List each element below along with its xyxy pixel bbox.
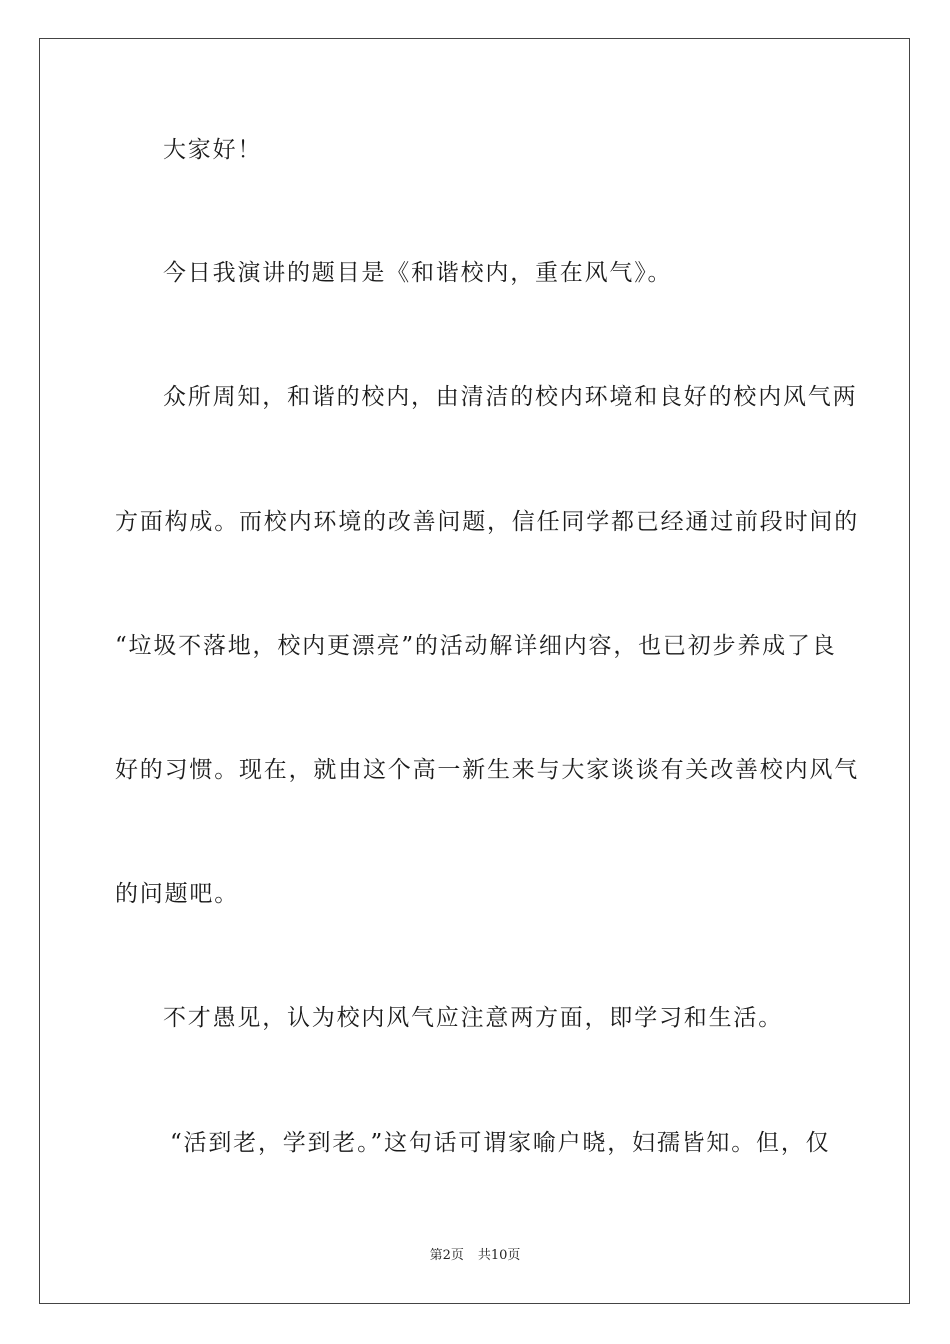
paragraph-line: “垃圾不落地，校内更漂亮”的活动解详细内容，也已初步养成了良	[115, 633, 837, 659]
paragraph-line: 好的习惯。现在，就由这个高一新生来与大家谈谈有关改善校内风气	[115, 757, 859, 783]
page-border	[39, 38, 910, 1304]
paragraph-line: 方面构成。而校内环境的改善问题，信任同学都已经通过前段时间的	[115, 509, 859, 535]
paragraph-line: 不才愚见，认为校内风气应注意两方面，即学习和生活。	[163, 1005, 783, 1031]
page-total: 共10页	[477, 1248, 521, 1263]
paragraph-line: 众所周知，和谐的校内，由清洁的校内环境和良好的校内风气两	[163, 384, 858, 410]
paragraph-line: “活到老，学到老。”这句话可谓家喻户晓，妇孺皆知。但，仅	[170, 1130, 831, 1156]
paragraph-greeting: 大家好！	[163, 137, 263, 163]
page-footer	[0, 1247, 950, 1265]
paragraph-topic: 今日我演讲的题目是《和谐校内，重在风气》。	[163, 260, 673, 286]
page-number: 第2页	[429, 1248, 464, 1263]
paragraph-line: 的问题吧。	[115, 881, 239, 907]
